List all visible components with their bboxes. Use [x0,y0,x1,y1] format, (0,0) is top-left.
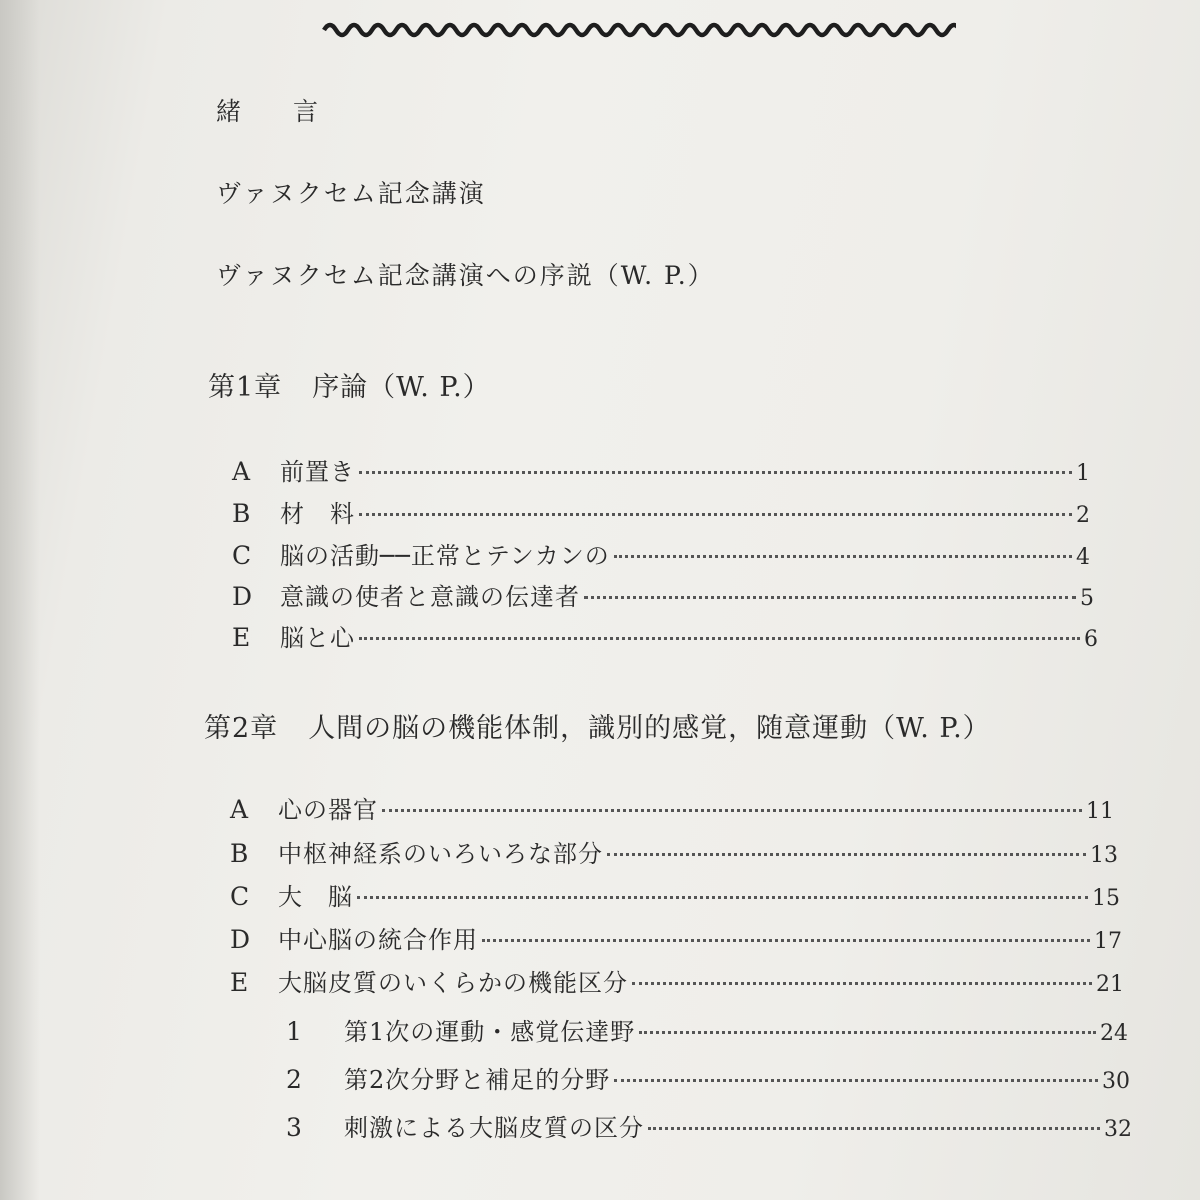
dot-leader [648,1127,1100,1130]
dot-leader [357,896,1088,899]
chapter-title: 人間の脳の機能体制，識別的感覚，随意運動（W. P.） [308,713,991,744]
dot-leader [584,596,1076,599]
page-number: 1 [1076,461,1090,486]
page-number: 15 [1092,886,1120,911]
dot-leader [359,637,1080,640]
dot-leader [359,513,1072,516]
wavy-ornament-divider [322,8,956,48]
dot-leader [614,555,1072,558]
page-number: 17 [1094,929,1122,954]
toc-subentry[interactable]: 1 第1次の運動・感覚伝達野 24 [286,1017,1128,1046]
chapter-title: 序論（W. P.） [312,372,491,403]
dot-leader [359,471,1072,474]
toc-entry[interactable]: A 心の器官 11 [230,795,1114,824]
front-entry-lecture-introduction[interactable]: ヴァヌクセム記念講演への序説（W. P.） [216,261,715,290]
chapter-2-heading[interactable] [204,706,991,745]
toc-entry[interactable]: E 脳と心 6 [232,623,1098,652]
dot-leader [607,853,1086,856]
toc-entry[interactable]: A 前置き 1 [232,457,1090,486]
front-entry-preface[interactable]: 緒 言 [216,97,340,126]
page-number: 11 [1086,799,1114,824]
page-number: 5 [1080,586,1094,611]
toc-subentry[interactable]: 3 刺激による大脳皮質の区分 32 [286,1113,1132,1142]
toc-entry[interactable]: C 大 脳 15 [230,882,1120,911]
toc-entry[interactable]: E 大脳皮質のいくらかの機能区分 21 [230,968,1124,997]
page-number: 2 [1076,503,1090,528]
chapter-number: 第2章 [204,713,279,744]
chapter-1-heading[interactable] [208,365,491,404]
page-gutter-shadow [0,0,40,1200]
toc-entry[interactable]: B 材 料 2 [232,499,1090,528]
page-number: 6 [1084,627,1098,652]
toc-entry[interactable]: D 意識の使者と意識の伝達者 5 [232,582,1094,611]
page-number: 30 [1102,1069,1130,1094]
page-number: 21 [1096,972,1124,997]
chapter-number: 第1章 [208,372,283,403]
dot-leader [614,1079,1098,1082]
toc-entry[interactable]: C 脳の活動──正常とテンカンの 4 [232,541,1090,570]
page-number: 13 [1090,843,1118,868]
dot-leader [632,982,1092,985]
page-number: 32 [1104,1117,1132,1142]
dot-leader [639,1031,1096,1034]
front-entry-memorial-lecture[interactable]: ヴァヌクセム記念講演 [216,179,486,208]
page-number: 4 [1076,545,1090,570]
toc-entry[interactable]: D 中心脳の統合作用 17 [230,925,1122,954]
page-number: 24 [1100,1021,1128,1046]
toc-subentry[interactable]: 2 第2次分野と補足的分野 30 [286,1065,1130,1094]
dot-leader [382,809,1082,812]
dot-leader [482,939,1090,942]
toc-entry[interactable]: B 中枢神経系のいろいろな部分 13 [230,839,1118,868]
